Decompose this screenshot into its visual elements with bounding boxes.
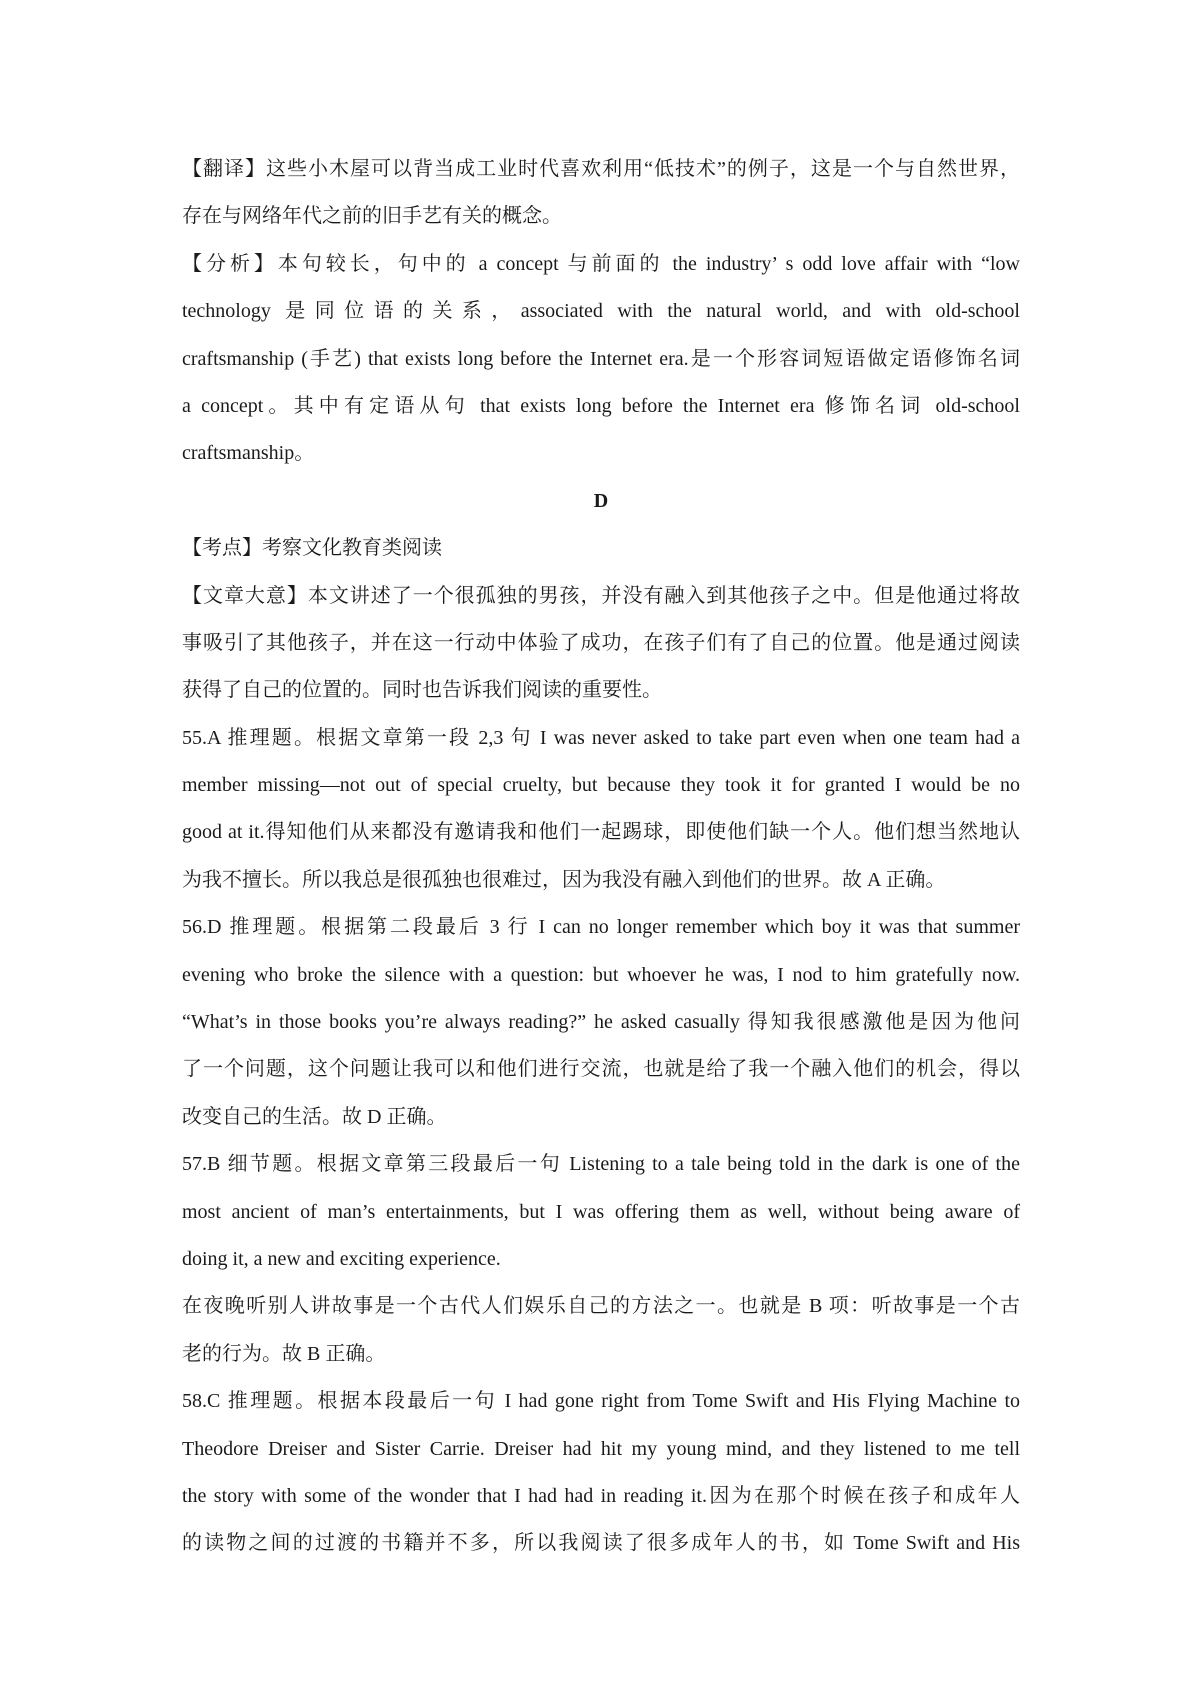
- text-line: good at it.得知他们从来都没有邀请我和他们一起踢球，即使他们缺一个人。他们想当然地认: [182, 821, 1020, 844]
- text-line: the story with some of the wonder that I had had in reading it.因为在那个时候在孩子和成年人: [182, 1484, 1020, 1507]
- text-line: 57.B 细节题。根据文章第三段最后一句 Listening to a tale being told in the dark is one of the: [182, 1153, 1020, 1176]
- text-line: “What’s in those books you’re always reading?” he asked casually 得知我很感激他是因为他问: [182, 1011, 1020, 1034]
- text-line: 56.D 推理题。根据第二段最后 3 行 I can no longer remember which boy it was that summer: [182, 916, 1020, 939]
- text-line: 【翻译】这些小木屋可以背当成工业时代喜欢利用“低技术”的例子，这是一个与自然世界，: [182, 158, 1020, 180]
- text-line: 存在与网络年代之前的旧手艺有关的概念。: [182, 205, 562, 228]
- text-line: 【分析】本句较长，句中的 a concept 与前面的 the industry’ s odd love affair with “low: [182, 252, 1020, 275]
- text-line: craftsmanship。: [182, 442, 315, 465]
- text-line: 【考点】考察文化教育类阅读: [182, 537, 442, 560]
- text-line: 55.A 推理题。根据文章第一段 2,3 句 I was never asked to take part even when one team had a: [182, 726, 1020, 749]
- text-line: technology 是同位语的关系，associated with the natural world, and with old-school: [182, 300, 1020, 323]
- text-line: 事吸引了其他孩子，并在这一行动中体验了成功，在孩子们有了自己的位置。他是通过阅读: [182, 631, 1020, 654]
- text-line: 为我不擅长。所以我总是很孤独也很难过，因为我没有融入到他们的世界。故 A 正确。: [182, 868, 946, 891]
- text-line: 了一个问题，这个问题让我可以和他们进行交流，也就是给了我一个融入他们的机会，得以: [182, 1058, 1020, 1081]
- text-line: 58.C 推理题。根据本段最后一句 I had gone right from Tome Swift and His Flying Machine to: [182, 1390, 1020, 1413]
- text-line: evening who broke the silence with a question: but whoever he was, I nod to him gratefully now.: [182, 963, 1020, 986]
- text-line: Theodore Dreiser and Sister Carrie. Dreiser had hit my young mind, and they listened to me tell: [182, 1437, 1020, 1460]
- section-heading: D: [593, 489, 609, 512]
- text-line: craftsmanship (手艺) that exists long before the Internet era.是一个形容词短语做定语修饰名词: [182, 347, 1020, 370]
- text-line: 老的行为。故 B 正确。: [182, 1342, 386, 1365]
- text-line: doing it, a new and exciting experience.: [182, 1247, 501, 1270]
- text-line: 在夜晚听别人讲故事是一个古代人们娱乐自己的方法之一。也就是 B 项：听故事是一个古: [182, 1295, 1020, 1318]
- text-line: 的读物之间的过渡的书籍并不多，所以我阅读了很多成年人的书，如 Tome Swift and His: [182, 1532, 1020, 1555]
- text-line: most ancient of man’s entertainments, but I was offering them as well, without being aware of: [182, 1200, 1020, 1223]
- document-page: [182, 146, 1020, 1568]
- text-line: 获得了自己的位置的。同时也告诉我们阅读的重要性。: [182, 679, 662, 702]
- text-line: member missing—not out of special cruelty, but because they took it for granted I would be no: [182, 774, 1020, 797]
- text-line: 改变自己的生活。故 D 正确。: [182, 1105, 447, 1128]
- text-line: 【文章大意】本文讲述了一个很孤独的男孩，并没有融入到其他孩子之中。但是他通过将故: [182, 584, 1020, 607]
- text-line: a concept。其中有定语从句 that exists long before the Internet era 修饰名词 old-school: [182, 394, 1020, 417]
